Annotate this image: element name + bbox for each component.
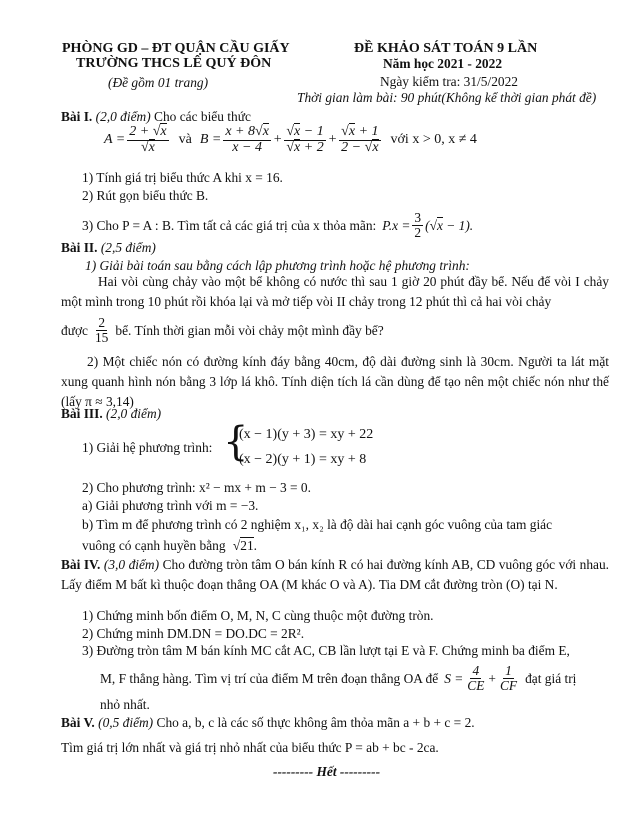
bai4-q3c: nhỏ nhất.: [100, 697, 150, 712]
bai3-q1: 1) Giải hệ phương trình:: [82, 440, 213, 455]
bai1-intro: Cho các biểu thức: [154, 109, 251, 124]
bai4-q2: 2) Chứng minh DM.DN = DO.DC = 2R².: [82, 626, 305, 641]
frac-1-cf: $\frac{1}{CF}$: [499, 663, 518, 694]
bai1-formula: A = $\frac{2 + √x}{√x}$ và B = $\frac{x + 8√x}{x - 4}$ + $\frac{√x - 1}{√x + 2}$ + $\frac{√x + 1}{2 - √x}$ với x > 0, x ≠ 4: [104, 124, 477, 155]
bai4-q3b-row: M, F thẳng hàng. Tìm vị trí của điểm M trên đoạn thẳng OA để S = $\frac{4}{CE}$ + $\frac{1}{CF}$ đạt giá trị: [100, 663, 577, 694]
page-count: (Đề gồm 01 trang): [108, 75, 209, 90]
exam-duration: Thời gian làm bài: 90 phút(Không kể thời gian phát đề): [297, 90, 597, 105]
frac-3-2: $\frac{3}{2}$: [414, 210, 422, 241]
bai3-qb: b) Tìm m để phương trình có 2 nghiệm x₁, x₂ là độ dài hai cạnh góc vuông của tam giác: [82, 517, 553, 532]
bai3-label: Bài III.: [61, 406, 103, 421]
bai2-p1b-pre: được: [61, 322, 88, 338]
bai4-q1: 1) Chứng minh bốn điểm O, M, N, C cùng thuộc một đường tròn.: [82, 608, 434, 623]
bai3-qa: a) Giải phương trình với m = −3.: [82, 498, 259, 513]
bai2-sub1: 1) Giải bài toán sau bằng cách lập phương trình hoặc hệ phương trình:: [85, 258, 470, 273]
frac-a: $\frac{2 + √x}{√x}$: [129, 124, 167, 155]
frac-b2: $\frac{√x - 1}{√x + 2}$: [286, 124, 324, 155]
bai4-q3b-post: đạt giá trị: [525, 670, 577, 686]
bai3-points: (2,0 điểm): [106, 406, 162, 421]
school-year: Năm học 2021 - 2022: [383, 56, 503, 71]
bai2-points: (2,5 điểm): [100, 240, 156, 255]
frac-b1: $\frac{x + 8√x}{x - 4}$: [225, 124, 269, 155]
bai2-p1b-row: [61, 316, 384, 345]
bai5-label: Bài V.: [61, 715, 95, 730]
frac-4-ce: $\frac{4}{CE}$: [467, 663, 485, 694]
system-eq1: (x − 1)(y + 3) = xy + 22: [239, 427, 374, 442]
bai1-q1: 1) Tính giá trị biểu thức A khi x = 16.: [82, 170, 283, 185]
bai4-label: Bài IV.: [61, 557, 101, 572]
bai3-qb2: vuông có cạnh huyền bằng: [82, 538, 226, 553]
end-mark: --------- Hết ---------: [273, 764, 381, 779]
bai1-heading: [61, 109, 251, 124]
bai1-q2: 2) Rút gọn biểu thức B.: [82, 188, 209, 203]
system-brace: {: [223, 419, 249, 465]
bai1-points: (2,0 điểm): [95, 109, 151, 124]
bai5-heading: [61, 715, 475, 730]
bai4-block: [61, 555, 609, 595]
bai1-condition: với x > 0, x ≠ 4: [390, 132, 477, 148]
bai3-qb2-row: vuông có cạnh huyền bằng √21.: [82, 538, 258, 553]
bai4-points: (3,0 điểm): [103, 557, 160, 572]
bai5-points: (0,5 điểm): [98, 715, 154, 730]
frac-2-15: $\frac{2}{15}$: [94, 315, 109, 346]
bai2-heading: [61, 240, 156, 255]
bai2-p1: Hai vòi cùng chảy vào một bể không có nước thì sau 1 giờ 20 phút đầy bể. Nếu để vòi I chảy một mình trong 10 phút rồi khóa lại và mở tiếp vòi II chảy trong 12 phút thì cả hai vòi chảy: [61, 274, 609, 309]
bai3-q2: 2) Cho phương trình: x² − mx + m − 3 = 0.: [82, 480, 311, 495]
bai4-q3: 3) Đường tròn tâm M bán kính MC cắt AC, CB lần lượt tại E và F. Chứng minh ba điểm E,: [82, 643, 570, 658]
dept-name: PHÒNG GD – ĐT QUẬN CẦU GIẤY: [62, 41, 290, 56]
bai5-p2: Tìm giá trị lớn nhất và giá trị nhỏ nhất của biểu thức P = ab + bc - 2ca.: [61, 740, 439, 755]
exam-title: ĐỀ KHẢO SÁT TOÁN 9 LẦN: [354, 41, 538, 56]
bai5-p1: Cho a, b, c là các số thực không âm thỏa mãn a + b + c = 2.: [156, 715, 475, 730]
school-name: TRƯỜNG THCS LÊ QUÝ ĐÔN: [76, 56, 272, 71]
exam-date: Ngày kiểm tra: 31/5/2022: [380, 74, 518, 89]
bai2-p2: 2) Một chiếc nón có đường kính đáy bằng 40cm, độ dài đường sinh là 30cm. Người ta lát mặt xung quanh hình nón bằng 3 lớp lá khô. Tính diện tích lá cần dùng để tạo nên một chiếc nón như thế (lấy π ≈ 3,14): [61, 354, 609, 409]
bai2-label: Bài II.: [61, 240, 98, 255]
bai4-text: Cho đường tròn tâm O bán kính R có hai đường kính AB, CD vuông góc với nhau. Lấy điểm M bất kì thuộc đoạn thẳng OA (M khác O và A). Tia DM cắt đường tròn (O) tại N.: [61, 557, 609, 592]
bai1-label: Bài I.: [61, 109, 93, 124]
bai1-q3-row: 3) Cho P = A : B. Tìm tất cả các giá trị của x thỏa mãn: P.x = $\frac{3}{2}$ (√x − 1).: [82, 210, 474, 241]
bai2-p1b-post: bể. Tính thời gian mỗi vòi chảy một mình đầy bể?: [115, 322, 384, 338]
bai1-q3: 3) Cho P = A : B. Tìm tất cả các giá trị của x thỏa mãn:: [82, 217, 377, 233]
bai4-q3b-pre: M, F thẳng hàng. Tìm vị trí của điểm M trên đoạn thẳng OA để: [100, 670, 439, 686]
system-eq2: (x − 2)(y + 1) = xy + 8: [239, 452, 367, 467]
frac-b3: $\frac{√x + 1}{2 - √x}$: [341, 124, 379, 155]
bai3-heading: [61, 406, 161, 421]
